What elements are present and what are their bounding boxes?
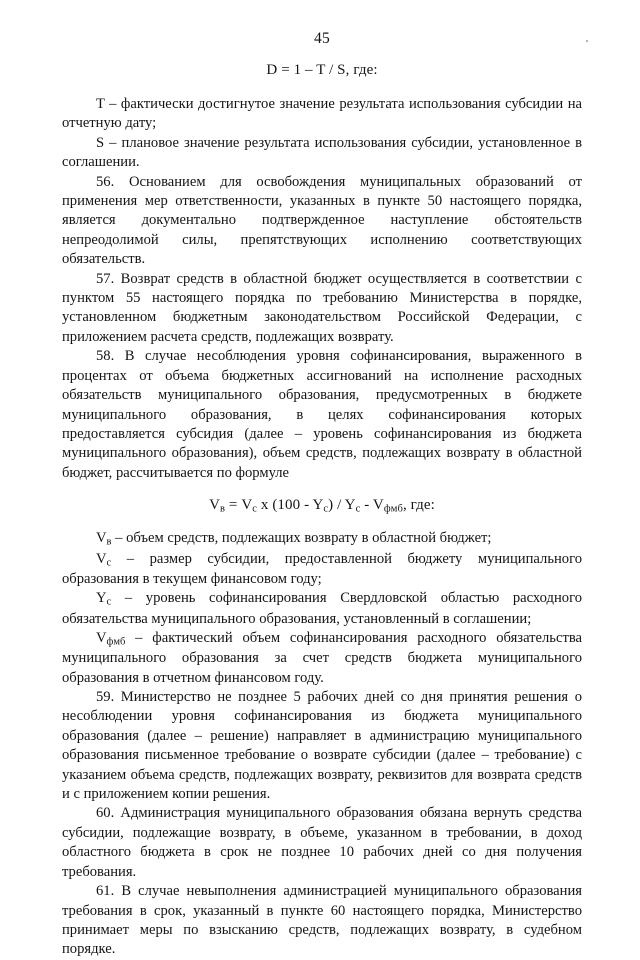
definition-yc: $Y_c$ – уровень софинансирования Свердловской областью расходного обязательства муниципального образования, установленный в соглашении; <box>62 590 582 627</box>
paragraph-61: 61. В случае невыполнения администрацией муниципального образования требования в срок, указанный в пункте 60 настоящего порядка, Министерство принимает меры по взысканию средств, подлежащих возврату, в судебном порядке. <box>62 883 582 958</box>
paragraph-s-definition: S – плановое значение результата использования субсидии, установленное в соглашении. <box>62 134 582 171</box>
definition-vfmb-text: – фактический объем софинансирования расходного обязательства муниципального образования за счет средств бюджета муниципального образования в отчетном финансовом году. <box>62 629 582 686</box>
definition-vv-sub: в <box>106 536 112 548</box>
page-artifact-dot <box>586 40 588 42</box>
formula-vv-text: $V_в = V_c$ x $(100 - Y_c) / Y_c - V_{фмб}$, где: <box>209 497 435 515</box>
definition-vfmb-sub: фмб <box>106 636 126 648</box>
page-number: 45 <box>314 30 330 47</box>
formula-vv <box>62 497 582 514</box>
definition-vfmb: $V_{фмб}$ – фактический объем софинансирования расходного обязательства муниципального образования за счет средств бюджета муниципального образования в отчетном финансовом году. <box>62 629 582 686</box>
definition-vc-text: – размер субсидии, предоставленной бюджету муниципального образования в текущем финансовом году; <box>62 550 582 587</box>
formula-d: D = 1 – T / S, где: <box>266 62 378 78</box>
paragraph-t-definition: T – фактически достигнутое значение результата использования субсидии на отчетную дату; <box>62 96 582 132</box>
definition-vc-sub: c <box>106 556 112 568</box>
paragraph-56: 56. Основанием для освобождения муниципальных образований от применения мер ответственности, указанных в пункте 50 настоящего порядка, является документально подтвержденное наступление обстоятельств непреодолимой силы, препятствующих исполнению соответствующих обязательств. <box>62 173 582 268</box>
definition-vv: $V_в$ – объем средств, подлежащих возврату в областной бюджет; <box>96 530 492 548</box>
definition-vc: $V_c$ – размер субсидии, предоставленной бюджету муниципального образования в текущем финансовом году; <box>62 550 582 587</box>
paragraph-60: 60. Администрация муниципального образования обязана вернуть средства субсидии, подлежащие возврату, в объеме, указанном в требовании, в доход областного бюджета в срок не позднее 10 рабочих дней со дня получения требования. <box>62 805 582 880</box>
paragraph-57: 57. Возврат средств в областной бюджет осуществляется в соответствии с пунктом 55 настоящего порядка по требованию Министерства в порядке, установленном бюджетным законодательством Российской Федерации, с приложением расчета средств, подлежащих возврату. <box>62 270 582 345</box>
paragraph-59: 59. Министерство не позднее 5 рабочих дней со дня принятия решения о несоблюдении уровня софинансирования из бюджета муниципального образования (далее – решение) направляет в администрацию муниципального образования письменное требование о возврате субсидии (далее – требование) с указанием объема средств, подлежащих возврату, реквизитов для возврата средств и с приложением копии решения. <box>62 689 582 803</box>
paragraph-58: 58. В случае несоблюдения уровня софинансирования, выраженного в процентах от объема бюджетных ассигнований на исполнение расходных обязательств муниципального образования, предусмотренных в бюджете муниципального образования, в целях софинансирования которых предоставляется субсидия (далее – уровень софинансирования из бюджета муниципального образования), объем средств, подлежащих возврату в областной бюджет, рассчитывается по формуле <box>62 348 582 481</box>
definition-yc-sub: c <box>106 596 112 608</box>
definition-yc-text: – уровень софинансирования Свердловской областью расходного обязательства муниципального образования, установленный в соглашении; <box>62 590 582 627</box>
definition-vv-text: – объем средств, подлежащих возврату в областной бюджет; <box>111 530 492 547</box>
